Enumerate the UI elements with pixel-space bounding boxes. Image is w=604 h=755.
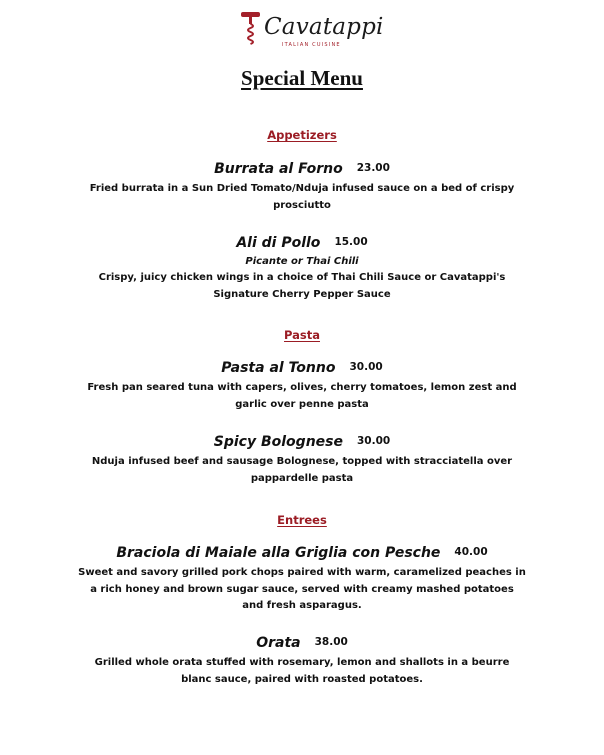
item-price: 23.00 [356,162,390,174]
section-heading-entrees: Entrees [277,513,327,527]
item-description: Fried burrata in a Sun Dried Tomato/Nduja infused sauce on a bed of crispy prosciutto [89,183,515,211]
item-price: 38.00 [314,636,348,648]
item-price: 15.00 [334,236,368,248]
item-description: Fresh pan seared tuna with capers, olives, cherry tomatoes, lemon zest and garlic over penne pasta [87,382,517,410]
item-price: 30.00 [349,361,383,373]
brand-name: Cavatappi [264,14,384,40]
item-name: Ali di Pollo [236,235,321,251]
item-price: 40.00 [454,546,488,558]
item-description: Sweet and savory grilled pork chops paired with warm, caramelized peaches in a rich honey and brown sugar sauce, served with creamy mashed potatoes and fresh asparagus. [78,567,526,611]
item-price: 30.00 [357,435,391,447]
menu-item-heading [0,359,604,377]
brand-logo [238,10,384,54]
item-note: Picante or Thai Chili [245,256,359,267]
item-description: Nduja infused beef and sausage Bolognese, topped with stracciatella over pappardelle pasta [91,456,513,484]
item-name: Braciola di Maiale alla Griglia con Pesche [116,545,441,561]
item-name: Spicy Bolognese [213,434,343,450]
item-description: Crispy, juicy chicken wings in a choice of Thai Chili Sauce or Cavatappi's Signature Cherry Pepper Sauce [98,272,506,300]
item-name: Burrata al Forno [214,161,343,177]
section-heading-appetizers: Appetizers [267,128,337,142]
menu-item-heading [0,634,604,652]
page-title: Special Menu [241,66,363,90]
menu-item-heading [0,544,604,562]
menu-item-heading [0,160,604,178]
brand-tagline: ITALIAN CUISINE [282,42,341,48]
menu-item-heading [0,234,604,252]
item-name: Pasta al Tonno [221,360,336,376]
section-heading-pasta: Pasta [284,328,320,342]
menu-item-heading [0,433,604,451]
item-description: Grilled whole orata stuffed with rosemary, lemon and shallots in a beurre blanc sauce, paired with roasted potatoes. [94,657,510,685]
corkscrew-icon [238,10,264,52]
item-name: Orata [256,635,301,651]
